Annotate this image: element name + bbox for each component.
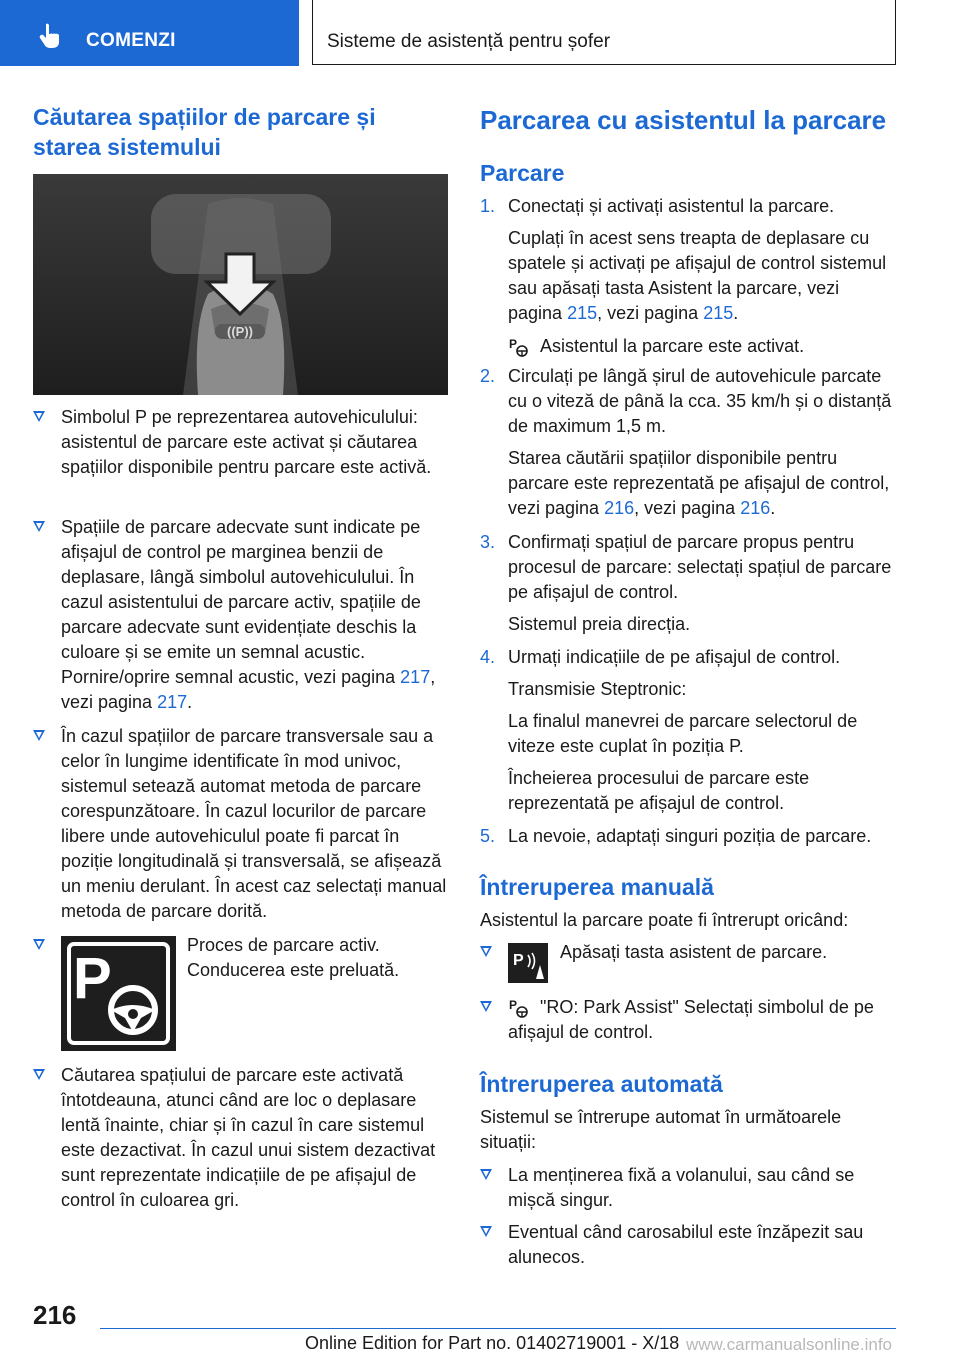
section-tab-label: COMENZI bbox=[86, 30, 176, 51]
bullet-triangle-icon bbox=[33, 730, 45, 741]
list-item: În cazul spațiilor de parcare transversale sau a celor în lungime identificate în mod univoc, sistemul setează automat metoda de parcare corespunzătoare. În cazul locurilor de parcare libere unde autovehiculul poate fi parcat în poziție longitudinală și transversală, se afișează un meniu derulant. În acest caz selectați manual metoda de parcare dorită. bbox=[33, 724, 448, 924]
section-tab-commands bbox=[0, 0, 299, 66]
page-link-217[interactable]: 217 bbox=[157, 692, 188, 712]
section-heading-search: Căutarea spațiilor de parcare și starea sistemului bbox=[33, 104, 376, 160]
page-link-216[interactable]: 216 bbox=[604, 498, 635, 518]
subheading-parking: Parcare bbox=[480, 160, 565, 186]
list-item: P "RO: Park Assist" Selectați simbolul de pe afișajul de control. bbox=[480, 995, 895, 1045]
list-item: Simbolul P pe reprezentarea autovehiculului: asistentul de parcare este activat și căutarea spațiilor disponibile pentru parcare este activă. bbox=[33, 405, 448, 480]
page-link-215[interactable]: 215 bbox=[703, 303, 734, 323]
active-parking-steering-icon bbox=[61, 936, 176, 1051]
bullet-triangle-icon bbox=[33, 411, 45, 422]
page-link-217[interactable]: 217 bbox=[400, 667, 431, 687]
page-link-216[interactable]: 216 bbox=[740, 498, 771, 518]
watermark: www.carmanualsonline.info bbox=[686, 1335, 892, 1354]
svg-text:((P)): ((P)) bbox=[227, 324, 253, 339]
svg-text:P: P bbox=[509, 998, 518, 1012]
bullet-triangle-icon bbox=[480, 946, 492, 957]
list-item: Căutarea spațiului de parcare este activată întotdeauna, atunci când are loc o deplasare lentă înainte, chiar și în cazul în care sistemul este dezactivat. În cazul unui sistem dezactivat sunt reprezentate indicațiile de pe afișajul de control în culoarea gri. bbox=[33, 1063, 448, 1213]
parking-display-illustration bbox=[33, 174, 448, 395]
svg-text:P: P bbox=[73, 946, 112, 1011]
subheading-auto-interrupt: Întreruperea automată bbox=[480, 1071, 723, 1097]
bullet-triangle-icon bbox=[33, 939, 45, 950]
manual-intro: Asistentul la parcare poate fi întrerupt oricând: bbox=[480, 910, 849, 930]
step-1: 1. Conectați și activați asistentul la parcare. Cuplați în acest sens treapta de deplasare cu spatele și activați pe afișajul de control sistemul sau apăsați tasta Asistent la parcare, vezi pagina 215, vezi pagina 215. P Asistentul la parcare este activat. bbox=[480, 196, 887, 356]
page-header bbox=[0, 0, 960, 66]
bullet-triangle-icon bbox=[480, 1001, 492, 1012]
svg-text:P: P bbox=[509, 337, 518, 351]
pointing-hand-icon bbox=[38, 22, 64, 48]
page-number: 216 bbox=[33, 1300, 77, 1330]
list-item: Eventual când carosabilul este înzăpezit sau alunecos. bbox=[480, 1220, 895, 1270]
park-assist-symbol-icon bbox=[508, 336, 530, 358]
bullet-triangle-icon bbox=[33, 1069, 45, 1080]
list-item: La menținerea fixă a volanului, sau când se mișcă singur. bbox=[480, 1163, 895, 1213]
step-2: 2. Circulați pe lângă șirul de autovehicule parcate cu o viteză de până la cca. 35 km/h și o distanță de maximum 1,5 m. Starea căutării spațiilor disponibile pentru parcare este reprezentată pe afișajul de control, vezi pagina 216, vezi pagina 216. bbox=[480, 366, 892, 518]
edition-text: Online Edition for Part no. 01402719001 - X/18 bbox=[305, 1333, 680, 1353]
park-assist-button-icon bbox=[508, 943, 548, 983]
footer-divider bbox=[100, 1328, 896, 1329]
page-link-215[interactable]: 215 bbox=[567, 303, 598, 323]
chapter-header bbox=[312, 0, 896, 65]
chapter-title: Sisteme de asistență pentru șofer bbox=[327, 31, 611, 52]
parking-display-photo bbox=[33, 174, 448, 395]
bullet-triangle-icon bbox=[33, 521, 45, 532]
bullet-triangle-icon bbox=[480, 1169, 492, 1180]
list-item: Spațiile de parcare adecvate sunt indicate pe afișajul de control pe marginea benzii de deplasare, lângă simbolul autovehiculului. În cazul asistentului de parcare activ, spațiile de parcare adecvate sunt evidențiate deschis la culoare și se emite un semnal acustic. Pornire/oprire semnal acustic, vezi pagina 217, vezi pagina 217. bbox=[33, 515, 448, 715]
step-3: 3. Confirmați spațiul de parcare propus pentru procesul de parcare: selectați spațiul de parcare pe afișajul de control. Sistemul preia direcția. bbox=[480, 532, 892, 634]
svg-text:P: P bbox=[513, 952, 524, 969]
section-heading-park-assist: Parcarea cu asistentul la parcare bbox=[480, 105, 887, 135]
step-4: 4. Urmați indicațiile de pe afișajul de control. Transmisie Steptronic: La finalul manevrei de parcare selectorul de viteze este cuplat în poziția P. Încheierea procesului de parcare este reprezentată pe afișajul de control. bbox=[480, 647, 858, 813]
park-assist-symbol-icon bbox=[508, 997, 530, 1019]
auto-intro: Sistemul se întrerupe automat în următoarele situații: bbox=[480, 1107, 842, 1152]
subheading-manual-interrupt: Întreruperea manuală bbox=[480, 874, 714, 900]
step-5: 5. La nevoie, adaptați singuri poziția de parcare. bbox=[480, 826, 872, 846]
bullet-triangle-icon bbox=[480, 1226, 492, 1237]
